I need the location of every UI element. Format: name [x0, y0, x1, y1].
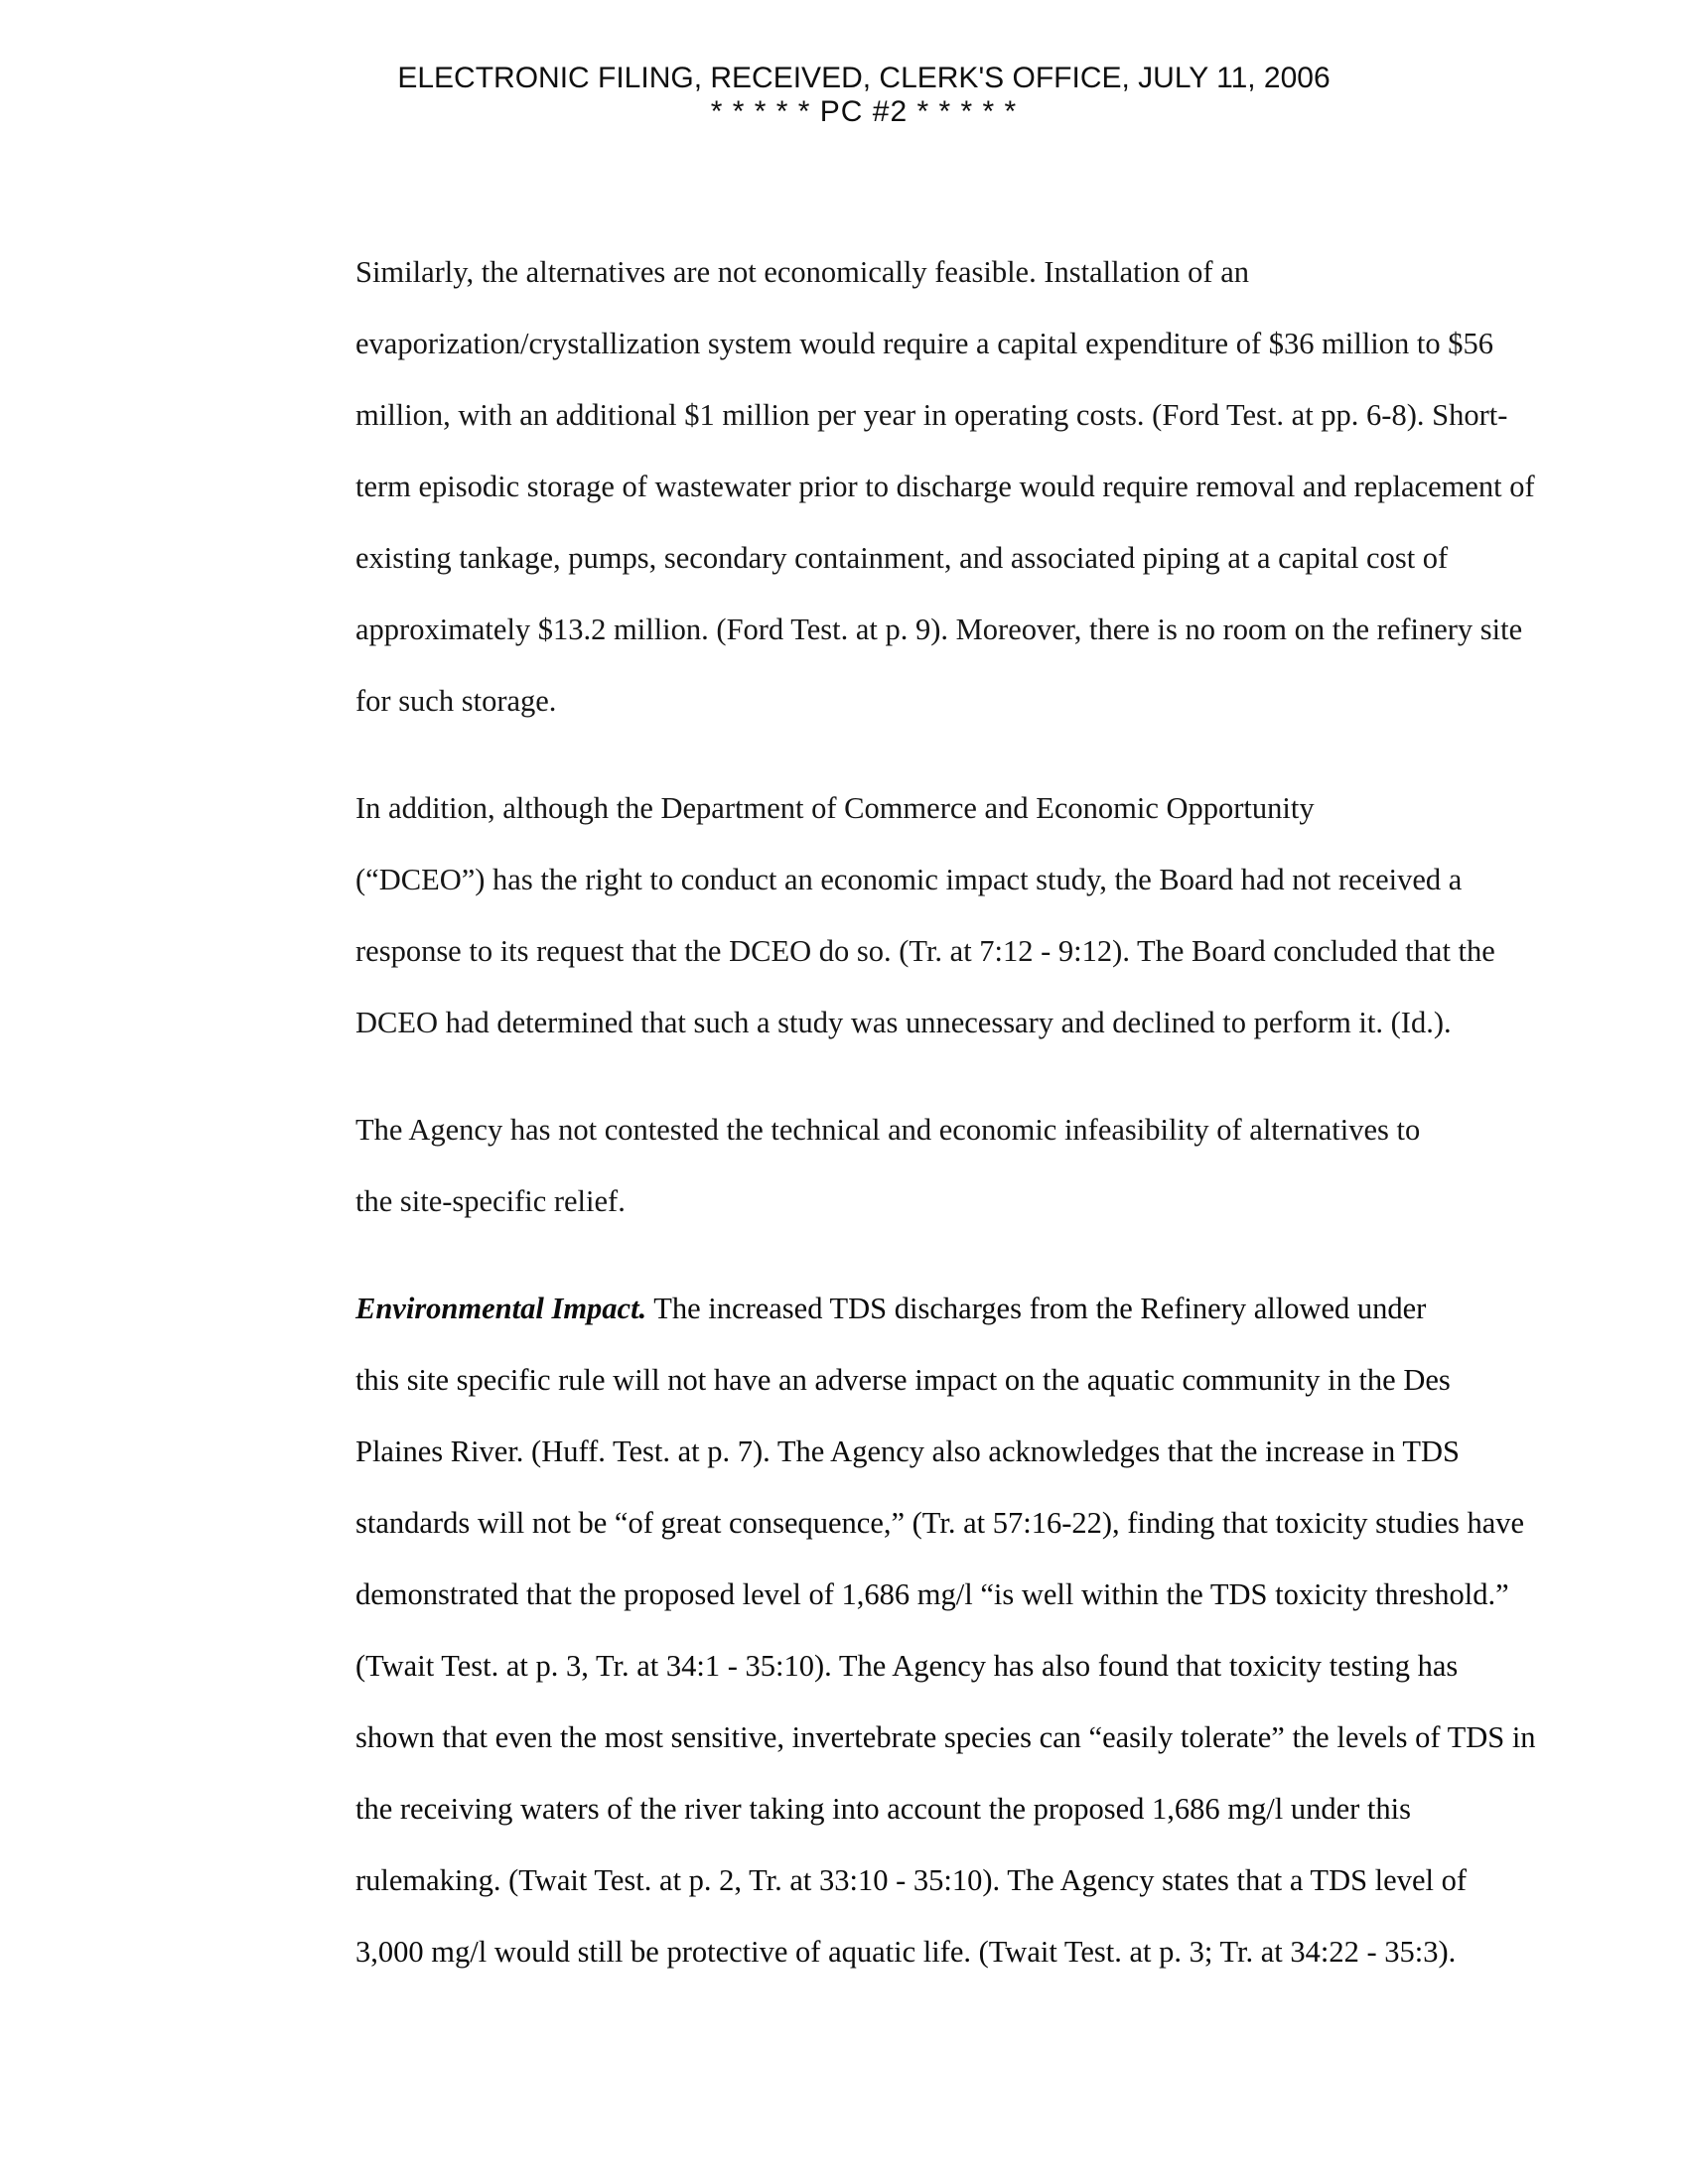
- text-line: approximately $13.2 million. (Ford Test. at p. 9). Moreover, there is no room on the refinery site: [355, 613, 1523, 646]
- text-line: the receiving waters of the river taking into account the proposed 1,686 mg/l under this: [355, 1792, 1411, 1826]
- paragraph-agency-not-contested: [262, 1094, 1483, 1237]
- text-line: this site specific rule will not have an adverse impact on the aquatic community in the Des: [355, 1363, 1451, 1397]
- document-body: [262, 236, 1536, 2023]
- text-line: 3,000 mg/l would still be protective of aquatic life. (Twait Test. at p. 3; Tr. at 34:22 - 35:3).: [355, 1935, 1457, 1969]
- text-line: response to its request that the DCEO do so. (Tr. at 7:12 - 9:12). The Board concluded that the: [355, 934, 1495, 968]
- text-line: million, with an additional $1 million per year in operating costs. (Ford Test. at pp. 6-8). Short-: [355, 398, 1508, 432]
- text-line: standards will not be “of great consequence,” (Tr. at 57:16-22), finding that toxicity studies have: [355, 1506, 1525, 1540]
- paragraph-dceo-study: [262, 772, 1495, 1058]
- text-line: Plaines River. (Huff. Test. at p. 7). The Agency also acknowledges that the increase in TDS: [355, 1434, 1460, 1468]
- text-line: demonstrated that the proposed level of 1,686 mg/l “is well within the TDS toxicity threshold.”: [355, 1577, 1509, 1611]
- text-line-continuation: The increased TDS discharges from the Refinery allowed under: [646, 1292, 1427, 1325]
- text-line: for such storage.: [355, 684, 557, 718]
- public-comment-number: * * * * * PC #2 * * * * *: [710, 95, 1018, 128]
- text-line: shown that even the most sensitive, invertebrate species can “easily tolerate” the levels of TDS in: [355, 1720, 1536, 1754]
- paragraph-environmental-impact: [262, 1273, 1536, 1987]
- paragraph-economic-feasibility: [262, 236, 1535, 737]
- filing-stamp-line: ELECTRONIC FILING, RECEIVED, CLERK'S OFFICE, JULY 11, 2006: [397, 62, 1331, 94]
- text-line: term episodic storage of wastewater prior to discharge would require removal and replacement of: [355, 470, 1535, 503]
- text-line: In addition, although the Department of Commerce and Economic Opportunity: [355, 791, 1315, 825]
- text-line: Similarly, the alternatives are not economically feasible. Installation of an: [355, 255, 1250, 289]
- text-line: the site-specific relief.: [355, 1184, 626, 1218]
- text-line: [262, 1273, 1483, 1344]
- text-line: evaporization/crystallization system would require a capital expenditure of $36 million to $56: [355, 327, 1493, 360]
- section-lead-environmental-impact: Environmental Impact.: [355, 1292, 647, 1325]
- text-line: rulemaking. (Twait Test. at p. 2, Tr. at 33:10 - 35:10). The Agency states that a TDS level of: [355, 1863, 1467, 1897]
- text-line: (“DCEO”) has the right to conduct an economic impact study, the Board had not received a: [355, 863, 1463, 896]
- text-line: (Twait Test. at p. 3, Tr. at 34:1 - 35:10). The Agency has also found that toxicity testing has: [355, 1649, 1459, 1683]
- filing-stamp-header: [0, 62, 1684, 129]
- text-line: existing tankage, pumps, secondary containment, and associated piping at a capital cost of: [355, 541, 1449, 575]
- text-line: DCEO had determined that such a study was unnecessary and declined to perform it. (Id.).: [355, 1006, 1452, 1039]
- text-line: The Agency has not contested the technical and economic infeasibility of alternatives to: [355, 1113, 1421, 1147]
